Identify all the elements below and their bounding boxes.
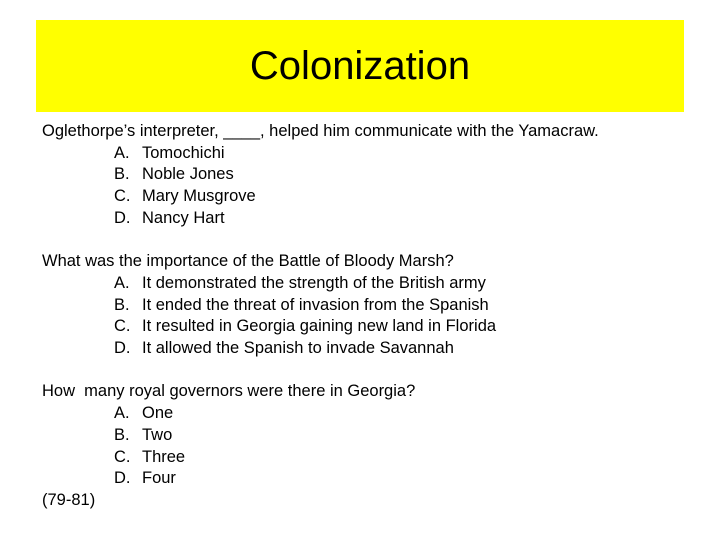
answer-options bbox=[42, 403, 702, 490]
option-letter: A. bbox=[114, 404, 130, 423]
answer-option bbox=[114, 447, 702, 469]
answer-option bbox=[114, 208, 702, 230]
question-text: How many royal governors were there in Georgia? bbox=[42, 382, 416, 401]
question-3 bbox=[42, 381, 702, 490]
answer-option bbox=[114, 403, 702, 425]
question-text: Oglethorpe’s interpreter, ____, helped him communicate with the Yamacraw. bbox=[42, 122, 599, 140]
option-letter: D. bbox=[114, 339, 131, 358]
option-text: Three bbox=[142, 447, 186, 466]
answer-option bbox=[114, 295, 702, 317]
option-letter: B. bbox=[114, 165, 130, 184]
option-text: It demonstrated the strength of the British army bbox=[142, 273, 486, 292]
page-range-note: (79-81) bbox=[42, 490, 96, 509]
option-text: Tomochichi bbox=[142, 143, 225, 162]
answer-option bbox=[114, 273, 702, 295]
quiz-content bbox=[42, 121, 702, 512]
answer-option bbox=[114, 164, 702, 186]
option-text: Nancy Hart bbox=[142, 208, 225, 227]
option-letter: A. bbox=[114, 273, 130, 292]
option-text: Mary Musgrove bbox=[142, 187, 256, 206]
option-letter: B. bbox=[114, 295, 130, 314]
option-letter: B. bbox=[114, 425, 130, 444]
option-text: It resulted in Georgia gaining new land in Florida bbox=[142, 317, 497, 336]
answer-option bbox=[114, 425, 702, 447]
slide-title: Colonization bbox=[249, 44, 471, 88]
option-text: Two bbox=[142, 425, 173, 444]
question-1 bbox=[42, 121, 702, 230]
title-banner bbox=[36, 20, 684, 112]
question-text: What was the importance of the Battle of Bloody Marsh? bbox=[42, 252, 454, 271]
option-letter: C. bbox=[114, 447, 131, 466]
option-text: One bbox=[142, 404, 174, 423]
option-letter: C. bbox=[114, 187, 131, 206]
answer-options bbox=[42, 273, 702, 360]
answer-option bbox=[114, 316, 702, 338]
answer-option bbox=[114, 186, 702, 208]
option-letter: A. bbox=[114, 143, 130, 162]
option-text: It allowed the Spanish to invade Savannah bbox=[142, 339, 454, 358]
question-2 bbox=[42, 251, 702, 360]
option-letter: D. bbox=[114, 469, 131, 488]
answer-option bbox=[114, 338, 702, 360]
answer-options bbox=[42, 143, 702, 230]
option-letter: C. bbox=[114, 317, 131, 336]
option-letter: D. bbox=[114, 208, 131, 227]
option-text: Noble Jones bbox=[142, 165, 234, 184]
answer-option bbox=[114, 468, 702, 490]
answer-option bbox=[114, 143, 702, 165]
option-text: Four bbox=[142, 469, 176, 488]
option-text: It ended the threat of invasion from the Spanish bbox=[142, 295, 489, 314]
